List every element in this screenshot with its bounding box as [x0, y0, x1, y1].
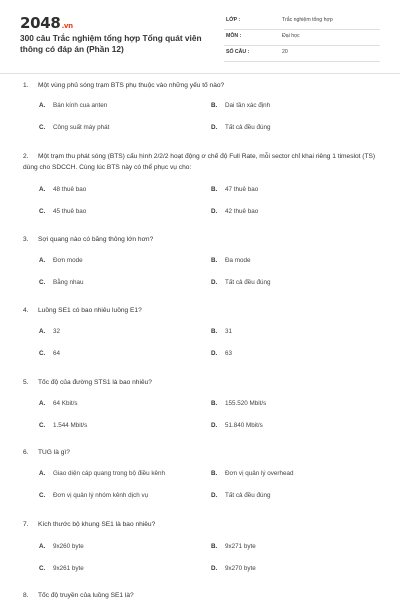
option-letter: D. — [211, 279, 218, 286]
option-text: Tất cả đều đúng — [225, 124, 271, 131]
meta-class-label: LỚP : — [226, 17, 241, 23]
question-number: 5. — [23, 379, 29, 386]
option-letter: A. — [39, 328, 46, 335]
document-meta — [224, 14, 380, 62]
question-text — [23, 80, 383, 91]
option-text: 64 Kbit/s — [53, 400, 78, 407]
option-text: Dai tần xác định — [225, 102, 271, 109]
option-a[interactable] — [39, 102, 107, 109]
option-letter: A. — [39, 102, 46, 109]
question-prompt: Tốc độ truyền của luồng SE1 là? — [38, 592, 134, 599]
header-divider — [0, 73, 400, 74]
option-a[interactable] — [39, 470, 165, 477]
option-b[interactable] — [211, 257, 251, 264]
option-letter: B. — [211, 186, 218, 193]
question-text — [23, 305, 383, 316]
option-letter: B. — [211, 543, 218, 550]
option-letter: D. — [211, 422, 218, 429]
option-a[interactable] — [39, 543, 84, 550]
question-text — [23, 151, 383, 173]
question-number: 1. — [23, 82, 29, 89]
option-letter: C. — [39, 492, 46, 499]
option-d[interactable] — [211, 422, 263, 429]
option-text: Đơn mode — [53, 257, 83, 264]
option-b[interactable] — [211, 186, 258, 193]
question-number: 2. — [23, 153, 29, 160]
option-a[interactable] — [39, 257, 83, 264]
question-prompt: TUG là gì? — [38, 449, 70, 456]
option-text: Đa mode — [225, 257, 251, 264]
question-text — [23, 447, 383, 458]
question-text — [23, 377, 383, 388]
option-b[interactable] — [211, 400, 266, 407]
option-letter: C. — [39, 208, 46, 215]
option-text: Bằng nhau — [53, 279, 84, 286]
option-letter: C. — [39, 124, 46, 131]
option-b[interactable] — [211, 470, 294, 477]
option-text: 1.544 Mbit/s — [53, 422, 88, 429]
option-letter: D. — [211, 492, 218, 499]
option-d[interactable] — [211, 350, 232, 357]
meta-subject-label: MÔN : — [226, 33, 242, 39]
meta-class-row — [224, 14, 380, 30]
option-d[interactable] — [211, 565, 256, 572]
question-prompt: Một trạm thu phát sóng (BTS) cấu hình 2/2/2 hoạt động ơ chế độ Full Rate, mỗi sector chỉ khai riêng 1 timeslot (TS) dùng cho SDCCH. Cùng lúc BTS này có thể phục vụ cho: — [23, 153, 376, 171]
option-d[interactable] — [211, 124, 271, 131]
question-text — [23, 590, 383, 600]
option-a[interactable] — [39, 328, 60, 335]
question-prompt: Luồng SE1 có bao nhiêu luồng E1? — [38, 307, 142, 314]
option-letter: C. — [39, 565, 46, 572]
meta-subject-row — [224, 30, 380, 46]
logo-text: 2048 — [20, 14, 61, 32]
option-letter: B. — [211, 328, 218, 335]
question-text — [23, 519, 383, 530]
question-prompt: Một vùng phủ sóng trạm BTS phụ thuộc vào những yếu tố nào? — [38, 82, 225, 89]
meta-count-value: 20 — [282, 49, 288, 55]
meta-count-label: SỐ CÂU : — [226, 49, 250, 55]
option-c[interactable] — [39, 350, 60, 357]
option-c[interactable] — [39, 279, 83, 286]
option-b[interactable] — [211, 543, 256, 550]
option-a[interactable] — [39, 186, 86, 193]
option-a[interactable] — [39, 400, 78, 407]
option-letter: D. — [211, 124, 218, 131]
option-text: 48 thuê bao — [53, 186, 87, 193]
question-prompt: Sợi quang nào có băng thông lớn hơn? — [38, 236, 154, 243]
question-number: 4. — [23, 307, 29, 314]
question-prompt: Kích thước bộ khung SE1 là bao nhiêu? — [38, 521, 156, 528]
option-letter: A. — [39, 543, 46, 550]
option-letter: B. — [211, 102, 218, 109]
option-text: 31 — [225, 328, 233, 335]
option-text: Đơn vị quản lý overhead — [225, 470, 294, 477]
meta-subject-value: Đại học — [282, 33, 300, 39]
option-letter: A. — [39, 257, 46, 264]
option-c[interactable] — [39, 565, 84, 572]
option-letter: D. — [211, 350, 218, 357]
document-title: 300 câu Trắc nghiệm tổng hợp Tổng quát viên thông có đáp án (Phần 12) — [20, 33, 202, 54]
option-letter: B. — [211, 257, 218, 264]
option-text: Tất cả đều đúng — [225, 492, 271, 499]
option-text: 51.840 Mbit/s — [225, 422, 263, 429]
question-prompt: Tốc độ của đường STS1 là bao nhiêu? — [38, 379, 152, 386]
option-text: 47 thuê bao — [225, 186, 259, 193]
option-text: Bán kính cua anten — [53, 102, 108, 109]
option-letter: B. — [211, 400, 218, 407]
option-c[interactable] — [39, 124, 109, 131]
option-d[interactable] — [211, 208, 258, 215]
option-text: Đơn vị quản lý nhóm kênh dịch vụ — [53, 492, 149, 499]
option-text: 9x270 byte — [225, 565, 256, 572]
option-letter: D. — [211, 208, 218, 215]
option-text: 63 — [225, 350, 233, 357]
option-letter: A. — [39, 400, 46, 407]
option-letter: C. — [39, 422, 46, 429]
option-b[interactable] — [211, 328, 232, 335]
option-text: 32 — [53, 328, 61, 335]
option-letter: D. — [211, 565, 218, 572]
option-c[interactable] — [39, 208, 86, 215]
option-letter: C. — [39, 279, 46, 286]
option-text: 9x260 byte — [53, 543, 84, 550]
question-number: 3. — [23, 236, 29, 243]
option-text: 45 thuê bao — [53, 208, 87, 215]
option-text: 42 thuê bao — [225, 208, 259, 215]
option-letter: C. — [39, 350, 46, 357]
meta-count-row — [224, 46, 380, 62]
question-number: 8. — [23, 592, 29, 599]
option-letter: A. — [39, 470, 46, 477]
option-text: 155.520 Mbit/s — [225, 400, 267, 407]
option-text: 9x261 byte — [53, 565, 84, 572]
option-letter: B. — [211, 470, 218, 477]
option-letter: A. — [39, 186, 46, 193]
option-text: 9x271 byte — [225, 543, 256, 550]
option-d[interactable] — [211, 492, 271, 499]
option-text: Công suất máy phát — [53, 124, 110, 131]
option-c[interactable] — [39, 422, 87, 429]
question-text — [23, 234, 383, 245]
document-header — [0, 0, 400, 70]
logo-suffix: .vn — [61, 22, 73, 30]
site-logo[interactable] — [20, 14, 73, 32]
option-text: 64 — [53, 350, 61, 357]
option-text: Giao diện cáp quang trong bộ điều kênh — [53, 470, 166, 477]
meta-class-value: Trắc nghiệm tổng hợp — [282, 17, 333, 23]
option-d[interactable] — [211, 279, 271, 286]
option-c[interactable] — [39, 492, 148, 499]
question-number: 6. — [23, 449, 29, 456]
option-text: Tất cả đều đúng — [225, 279, 271, 286]
option-b[interactable] — [211, 102, 270, 109]
question-number: 7. — [23, 521, 29, 528]
